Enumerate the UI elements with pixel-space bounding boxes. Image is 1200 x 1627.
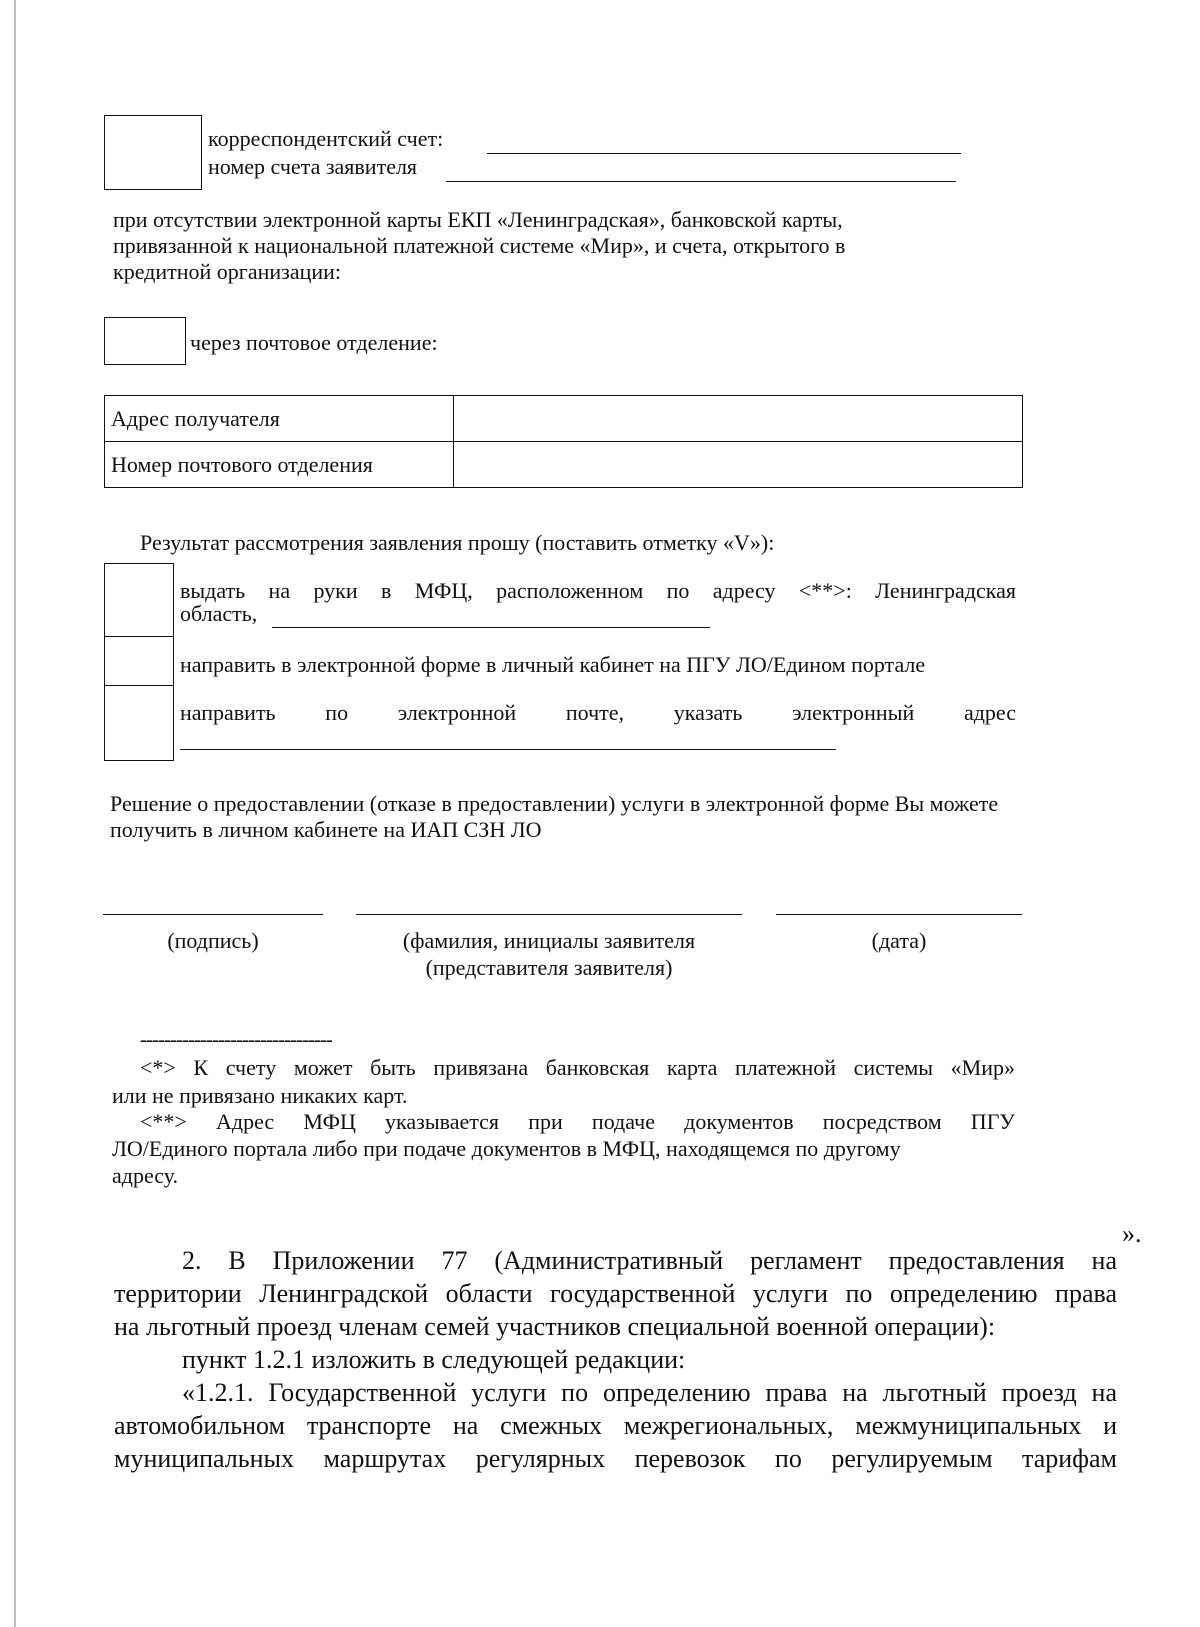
- bank-account-checkbox[interactable]: [104, 115, 202, 190]
- name-caption-line1: (фамилия, инициалы заявителя: [402, 928, 696, 953]
- applicant-account-label: номер счета заявителя: [208, 154, 418, 179]
- corr-account-field[interactable]: [487, 153, 961, 154]
- result-option3-line1: направить по электронной почте, указать электронный адрес: [180, 700, 1016, 725]
- footnote2-line1: <**> Адрес МФЦ указывается при подаче документов посредством ПГУ: [140, 1109, 1015, 1134]
- section2-p3-line1: «1.2.1. Государственной услуги по определению права на льготный проезд на: [182, 1378, 1117, 1407]
- date-line[interactable]: [776, 914, 1022, 915]
- recipient-address-cell[interactable]: [454, 396, 1023, 442]
- closing-quote: ».: [1122, 1219, 1142, 1248]
- post-office-checkbox[interactable]: [104, 317, 186, 365]
- footnote1-line2: или не привязано никаких карт.: [112, 1083, 408, 1108]
- section2-p2: пункт 1.2.1 изложить в следующей редакции:: [182, 1345, 686, 1374]
- result-option2: направить в электронной форме в личный кабинет на ПГУ ЛО/Едином портале: [180, 652, 926, 677]
- scan-edge-line: [14, 0, 16, 1627]
- footnote2-line3: адресу.: [112, 1163, 179, 1188]
- recipient-address-label: Адрес получателя: [105, 396, 454, 442]
- section2-p3-line2: автомобильном транспорте на смежных межрегиональных, межмуниципальных и: [114, 1411, 1117, 1440]
- corr-account-label: корреспондентский счет:: [208, 126, 444, 151]
- name-line[interactable]: [356, 914, 742, 915]
- section2-p1-line2: территории Ленинградской области государственной услуги по определению права: [114, 1279, 1117, 1308]
- name-caption-line2: (представителя заявителя): [425, 955, 673, 980]
- mfc-address-field[interactable]: [272, 627, 710, 628]
- footnote-separator: --------------------------------: [140, 1027, 332, 1051]
- table-row: [105, 396, 1023, 442]
- section2-p1-line1: 2. В Приложении 77 (Административный регламент предоставления на: [182, 1246, 1117, 1275]
- no-card-text-line3: кредитной организации:: [113, 259, 342, 284]
- footnote1-line1: <*> К счету может быть привязана банковская карта платежной системы «Мир»: [140, 1055, 1015, 1080]
- result-option1-line1: выдать на руки в МФЦ, расположенном по адресу <**>: Ленинградская: [180, 578, 1016, 603]
- result-email-checkbox[interactable]: [104, 685, 174, 761]
- no-card-text-line1: при отсутствии электронной карты ЕКП «Ленинградская», банковской карты,: [113, 207, 843, 232]
- no-card-text-line2: привязанной к национальной платежной системе «Мир», и счета, открытого в: [113, 233, 846, 258]
- date-caption: (дата): [871, 928, 927, 953]
- post-table: [104, 395, 1023, 488]
- table-row: [105, 442, 1023, 488]
- result-mfc-checkbox[interactable]: [104, 563, 174, 637]
- decision-line2: получить в личном кабинете на ИАП СЗН ЛО: [110, 817, 542, 842]
- signature-line[interactable]: [103, 914, 323, 915]
- email-address-field[interactable]: [180, 749, 836, 750]
- post-office-label: через почтовое отделение:: [190, 330, 438, 355]
- result-heading: Результат рассмотрения заявления прошу (поставить отметку «V»):: [140, 530, 775, 555]
- section2-p1-line3: на льготный проезд членам семей участников специальной военной операции):: [114, 1312, 996, 1341]
- decision-line1: Решение о предоставлении (отказе в предоставлении) услуги в электронной форме Вы можете: [110, 791, 999, 816]
- footnote2-line2: ЛО/Единого портала либо при подаче документов в МФЦ, находящемся по другому: [112, 1136, 901, 1161]
- section2-p3-line3: муниципальных маршрутах регулярных перевозок по регулируемым тарифам: [114, 1444, 1117, 1473]
- signature-caption: (подпись): [167, 928, 259, 953]
- result-portal-checkbox[interactable]: [104, 636, 174, 686]
- post-office-number-label: Номер почтового отделения: [105, 442, 454, 488]
- result-option1-line2: область,: [180, 601, 258, 626]
- applicant-account-field[interactable]: [446, 181, 956, 182]
- post-office-number-cell[interactable]: [454, 442, 1023, 488]
